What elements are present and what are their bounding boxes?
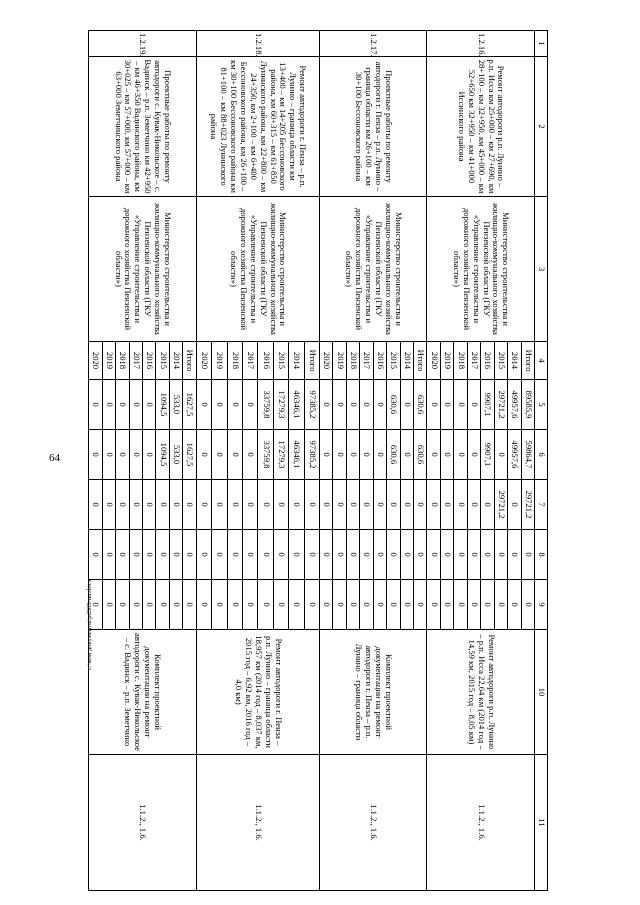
year-cell: 2015 [494,342,507,380]
amount-cell: 0 [360,430,373,480]
amount-cell: 0 [227,530,242,580]
amount-cell: 0 [116,480,129,530]
amount-cell: 97385,2 [304,430,319,480]
amount-cell: 0 [427,580,440,630]
amount-cell: 0 [440,580,453,630]
amount-cell: 0 [227,430,242,480]
reference-cell: 1.1.2., 1.6. [320,755,428,891]
header-cell: 11 [535,755,548,891]
amount-cell: 0 [320,380,333,430]
amount-cell: 0 [116,380,129,430]
footer-file-path: c:\мои документы\pd305-ни.docx [86,579,93,670]
amount-cell: 0 [400,480,413,530]
amount-cell: 0 [143,580,156,630]
amount-cell: 0 [304,480,319,530]
executor-cell: Министерство строительства и жилищно-коммунального хозяйства Пензенской области (ГКУ «Управление строительства и дорожного хозяйства Пензенской области») [320,197,428,342]
amount-cell: 0 [494,430,507,480]
amount-cell: 49957,6 [508,430,521,480]
header-row [535,31,548,891]
amount-cell: 0 [196,530,211,580]
amount-cell: 0 [346,430,359,480]
item-number-cell: 1.2.16. [427,31,535,57]
amount-cell: 0 [156,580,169,630]
amount-cell: 89585,9 [521,380,534,430]
amount-cell: 0 [289,530,304,580]
amount-cell: 97385,2 [304,380,319,430]
amount-cell: 0 [143,430,156,480]
year-cell: 2015 [273,342,288,380]
year-cell: 2018 [227,342,242,380]
year-cell: Итого [521,342,534,380]
amount-cell: 46346,1 [289,380,304,430]
event-name-cell: Проектные работы по ремонту автодороги г. Пенза – р.п. Лунино – граница области км 26+100 – км 30+100 Бессоновского района [320,57,428,197]
amount-cell: 29721,2 [521,480,534,530]
amount-cell: 0 [289,580,304,630]
year-cell: 2020 [89,342,103,380]
amount-cell: 0 [360,380,373,430]
amount-cell: 46346,1 [289,430,304,480]
reference-cell: 1.1.2., 1.6. [427,755,535,891]
amount-cell: 1094,5 [156,380,169,430]
amount-cell: 0 [387,530,400,580]
header-cell: 8 [535,530,548,580]
amount-cell: 0 [129,380,142,430]
year-cell: 2015 [156,342,169,380]
amount-cell: 630,6 [387,430,400,480]
year-cell: Итого [414,342,427,380]
year-cell: 2020 [196,342,211,380]
amount-cell: 533,0 [169,380,182,430]
amount-cell: 0 [116,430,129,480]
amount-cell: 0 [183,530,196,580]
amount-cell: 0 [227,480,242,530]
amount-cell: 0 [212,480,227,530]
amount-cell: 0 [129,580,142,630]
amount-cell: 0 [333,580,346,630]
amount-cell: 0 [102,430,115,480]
header-cell: 7 [535,480,548,530]
amount-cell: 0 [454,430,467,480]
reference-cell: 1.1.2., 1.6. [89,755,197,891]
amount-cell: 0 [212,580,227,630]
amount-cell: 0 [102,480,115,530]
amount-cell: 17279,3 [273,380,288,430]
event-name-cell: Проектные работы по ремонту автодороги с. Кувак-Никольское – с. Вадинск – р.п. Земетчино км 42+950 – км 46+350 Вадинского района, км 30+025 – км 57+000, км 57+000 – км 63+000 Земетчинского района [89,57,197,197]
amount-cell: 0 [143,530,156,580]
amount-cell: 0 [242,580,257,630]
amount-cell: 0 [454,480,467,530]
amount-cell: 0 [400,530,413,580]
amount-cell: 0 [333,430,346,480]
amount-cell: 0 [196,580,211,630]
year-cell: 2016 [481,342,494,380]
amount-cell: 0 [521,580,534,630]
amount-cell: 33759,8 [258,430,273,480]
amount-cell: 0 [346,480,359,530]
table-row [521,31,534,891]
amount-cell: 0 [143,480,156,530]
amount-cell: 0 [481,480,494,530]
amount-cell: 0 [333,380,346,430]
header-cell: 3 [535,197,548,342]
amount-cell: 0 [242,430,257,480]
amount-cell: 0 [116,530,129,580]
amount-cell: 0 [400,580,413,630]
year-cell: 2014 [169,342,182,380]
amount-cell: 0 [373,480,386,530]
amount-cell: 0 [346,380,359,430]
amount-cell: 0 [373,580,386,630]
amount-cell: 630,6 [414,430,427,480]
amount-cell: 0 [467,530,480,580]
reference-cell: 1.1.2., 1.6. [196,755,319,891]
year-cell: 2019 [102,342,115,380]
year-cell: 2020 [427,342,440,380]
year-cell: 2018 [116,342,129,380]
amount-cell: 0 [373,530,386,580]
amount-cell: 0 [169,530,182,580]
year-cell: 2016 [373,342,386,380]
amount-cell: 29721,2 [494,480,507,530]
amount-cell: 0 [129,530,142,580]
amount-cell: 0 [169,480,182,530]
year-cell: 2019 [333,342,346,380]
amount-cell: 0 [273,530,288,580]
amount-cell: 0 [508,530,521,580]
year-cell: 2017 [242,342,257,380]
amount-cell: 0 [414,580,427,630]
year-cell: 2018 [454,342,467,380]
amount-cell: 0 [258,580,273,630]
amount-cell: 0 [89,380,103,430]
amount-cell: 0 [333,480,346,530]
amount-cell: 0 [373,380,386,430]
amount-cell: 0 [304,530,319,580]
amount-cell: 0 [508,480,521,530]
amount-cell: 0 [494,530,507,580]
amount-cell: 0 [467,380,480,430]
amount-cell: 0 [196,430,211,480]
amount-cell: 0 [242,530,257,580]
result-cell: Ремонт автодороги г. Пенза – р.п. Лунино – граница области 18,957 км (2014 год – 8,037 км, 2015 год – 6,92 км, 2016 год – 4,0 км) [196,630,319,755]
amount-cell: 0 [129,480,142,530]
amount-cell: 0 [89,430,103,480]
result-cell: Комплект проектной документации на ремонт автодороги г. Пенза – р.п. Лунино – граница области [320,630,428,755]
amount-cell: 0 [289,480,304,530]
amount-cell: 630,6 [414,380,427,430]
amount-cell: 0 [481,530,494,580]
amount-cell: 0 [360,480,373,530]
header-cell: 2 [535,57,548,197]
amount-cell: 0 [440,480,453,530]
amount-cell: 0 [481,580,494,630]
amount-cell: 9907,1 [481,380,494,430]
amount-cell: 0 [346,580,359,630]
item-number-cell: 1.2.18. [196,31,319,57]
year-cell: 2018 [346,342,359,380]
amount-cell: 59864,7 [521,430,534,480]
amount-cell: 0 [227,380,242,430]
amount-cell: 0 [242,380,257,430]
amount-cell: 0 [129,430,142,480]
year-cell: 2016 [258,342,273,380]
amount-cell: 0 [467,580,480,630]
amount-cell: 33759,8 [258,380,273,430]
page-number: 64 [49,452,60,464]
amount-cell: 0 [454,530,467,580]
amount-cell: 630,6 [387,380,400,430]
amount-cell: 49957,6 [508,380,521,430]
amount-cell: 0 [427,430,440,480]
year-cell: Итого [304,342,319,380]
amount-cell: 0 [427,480,440,530]
amount-cell: 0 [387,480,400,530]
year-cell: 2014 [289,342,304,380]
amount-cell: 0 [183,580,196,630]
header-cell: 4 [535,342,548,380]
year-cell: 2014 [400,342,413,380]
amount-cell: 0 [440,430,453,480]
amount-cell: 1627,5 [183,430,196,480]
amount-cell: 0 [183,480,196,530]
program-table [88,30,548,891]
year-cell: 2017 [129,342,142,380]
amount-cell: 0 [440,530,453,580]
amount-cell: 0 [102,530,115,580]
amount-cell: 0 [320,530,333,580]
amount-cell: 9907,1 [481,430,494,480]
executor-cell: Министерство строительства и жилищно-коммунального хозяйства Пензенской области (ГКУ «Управление строительства и дорожного хозяйства Пензенской области») [427,197,535,342]
amount-cell: 0 [242,480,257,530]
amount-cell: 0 [454,580,467,630]
header-cell: 10 [535,630,548,755]
result-cell: Ремонт автодороги р.п. Лунино – р.п. Исса 22,64 км (2014 год – 14,59 км, 2015 год – 8,05 км) [427,630,535,755]
executor-cell: Министерство строительства и жилищно-коммунального хозяйства Пензенской области (ГКУ «Управление строительства и дорожного хозяйства Пензенской области») [89,197,197,342]
executor-cell: Министерство строительства и жилищно-коммунального хозяйства Пензенской области (ГКУ «Управление строительства и дорожного хозяйства Пензенской области») [196,197,319,342]
amount-cell: 0 [360,580,373,630]
table-row [414,31,427,891]
amount-cell: 0 [427,530,440,580]
header-cell: 9 [535,580,548,630]
amount-cell: 0 [273,580,288,630]
year-cell: 2017 [467,342,480,380]
amount-cell: 0 [414,480,427,530]
amount-cell: 0 [508,580,521,630]
amount-cell: 0 [212,530,227,580]
amount-cell: 1094,5 [156,430,169,480]
amount-cell: 0 [320,580,333,630]
year-cell: 2019 [440,342,453,380]
year-cell: 2017 [360,342,373,380]
amount-cell: 29721,2 [494,380,507,430]
year-cell: 2014 [508,342,521,380]
amount-cell: 0 [102,580,115,630]
amount-cell: 0 [414,530,427,580]
amount-cell: 533,0 [169,430,182,480]
amount-cell: 0 [102,380,115,430]
table-row [304,31,319,891]
amount-cell: 0 [156,480,169,530]
amount-cell: 0 [373,430,386,480]
amount-cell: 0 [258,530,273,580]
year-cell: 2020 [320,342,333,380]
header-cell: 1 [535,31,548,57]
amount-cell: 17279,3 [273,430,288,480]
amount-cell: 0 [116,580,129,630]
event-name-cell: Ремонт автодороги г. Пенза – р.п. Лунино – граница области км 13+400 – км 14+205 Бессоновского района, км 60+315 – км 61+850 Лунинского района, км 22+800 – км 24+350, км 2+100 – км 6+400 Бессоновского района, км 26+100 – км 30+100 Бессоновского района км 81+100 – км 88+023 Лунинского района [196,57,319,197]
amount-cell: 0 [333,530,346,580]
amount-cell: 0 [212,430,227,480]
amount-cell: 0 [467,480,480,530]
year-cell: 2019 [212,342,227,380]
amount-cell: 0 [320,480,333,530]
amount-cell: 0 [196,380,211,430]
header-cell: 6 [535,430,548,480]
amount-cell: 0 [320,430,333,480]
amount-cell: 0 [346,530,359,580]
amount-cell: 0 [143,380,156,430]
year-cell: Итого [183,342,196,380]
amount-cell: 0 [169,580,182,630]
amount-cell: 0 [467,430,480,480]
program-table-wrapper [88,30,548,890]
amount-cell: 1627,5 [183,380,196,430]
item-number-cell: 1.2.19. [89,31,197,57]
table-row [183,31,196,891]
year-cell: 2016 [143,342,156,380]
amount-cell: 0 [400,380,413,430]
result-cell: Комплект проектной документации на ремонт автодороги с. Кувак-Никольское – с. Вадинск – р.п. Земетчино [89,630,197,755]
amount-cell: 0 [427,380,440,430]
amount-cell: 0 [227,580,242,630]
amount-cell: 0 [212,380,227,430]
amount-cell: 0 [360,530,373,580]
amount-cell: 0 [196,480,211,530]
amount-cell: 0 [89,530,103,580]
header-cell: 5 [535,380,548,430]
amount-cell: 0 [387,580,400,630]
year-cell: 2015 [387,342,400,380]
amount-cell: 0 [258,480,273,530]
amount-cell: 0 [494,580,507,630]
amount-cell: 0 [454,380,467,430]
item-number-cell: 1.2.17. [320,31,428,57]
event-name-cell: Ремонт автодороги р.п. Лунино – р.п. Исса км 25+000 – км 27+690, км 28+100 – км 32+950, км 45+000 – км 52+650 км 32+950 – км 41+000 Иссинского района [427,57,535,197]
amount-cell: 0 [440,380,453,430]
amount-cell: 0 [89,480,103,530]
amount-cell: 0 [89,580,103,630]
amount-cell: 0 [521,530,534,580]
amount-cell: 0 [156,530,169,580]
amount-cell: 0 [273,480,288,530]
amount-cell: 0 [304,580,319,630]
amount-cell: 0 [400,430,413,480]
